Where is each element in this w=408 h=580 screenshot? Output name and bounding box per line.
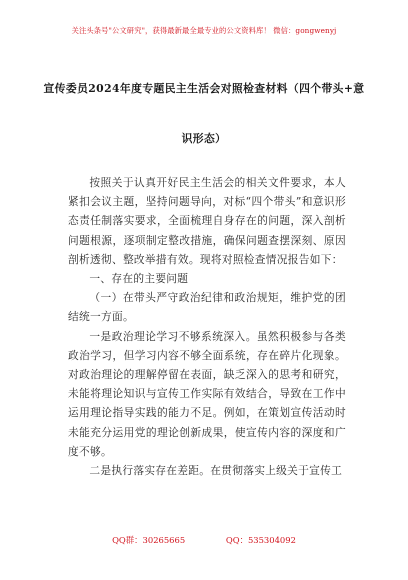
- document-title: 宣传委员2024年度专题民主生活会对照检查材料（四个带头+意识形态）: [43, 82, 365, 145]
- footer-contact: [0, 534, 408, 546]
- footer-qq-number: QQ：535304092: [225, 535, 296, 545]
- intro-paragraph: 按照关于认真开好民主生活会的相关文件要求，本人紧扣会议主题，坚持问题导向，对标“四个带头”和意识形态责任制落实要求，全面梳理自身存在的问题，深入剖析问题根源，逐项制定整改措施，确保问题查摆深刻、原因剖析透彻、整改举措有效。现将对照检查情况报告如下：: [68, 176, 346, 266]
- body-paragraph: 二是执行落实存在差距。在贯彻落实上级关于宣传工: [89, 464, 343, 478]
- header-promo-note: 关注头条号"公文研究"，获得最新最全最专业的公文资料库！ 微信：gongwenyj: [71, 26, 337, 35]
- section-heading: 一、存在的主要问题: [89, 272, 189, 286]
- body-paragraph: 一是政治理论学习不够系统深入。虽然积极参与各类政治学习，但学习内容不够全面系统，存在碎片化现象。对政治理论的理解停留在表面，缺乏深入的思考和研究，未能将理论知识与宣传工作实际有效结合，导致在工作中运用理论指导实践的能力不足。例如，在策划宣传活动时未能充分运用党的理论创新成果，使宣传内容的深度和广度不够。: [68, 329, 346, 458]
- document-body: [68, 173, 346, 480]
- subsection-heading: （一）在带头严守政治纪律和政治规矩，维护党的团结统一方面。: [68, 291, 346, 324]
- footer-qq-group: QQ群：30265665: [112, 535, 186, 545]
